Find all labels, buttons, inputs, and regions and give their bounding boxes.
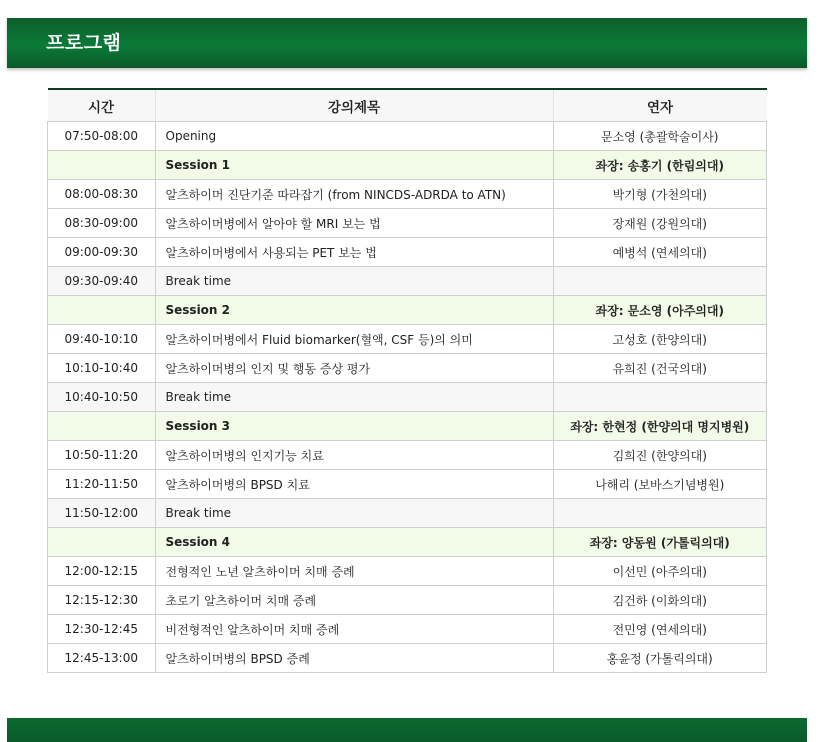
table-row <box>48 586 767 615</box>
title-cell: 전형적인 노년 알츠하이머 치매 증례 <box>155 557 553 586</box>
time-cell <box>48 296 156 325</box>
time-cell: 12:15-12:30 <box>48 586 156 615</box>
program-table <box>47 88 767 673</box>
time-cell: 09:00-09:30 <box>48 238 156 267</box>
break-row <box>48 499 767 528</box>
title-cell: 알츠하이머병의 인지 및 행동 증상 평가 <box>155 354 553 383</box>
speaker-cell: 김희진 (한양의대) <box>553 441 767 470</box>
title-cell: 비전형적인 알츠하이머 치매 증례 <box>155 615 553 644</box>
time-cell: 08:30-09:00 <box>48 209 156 238</box>
header-bar <box>7 18 807 68</box>
time-cell: 09:30-09:40 <box>48 267 156 296</box>
table-row <box>48 354 767 383</box>
time-cell: 10:10-10:40 <box>48 354 156 383</box>
time-cell: 09:40-10:10 <box>48 325 156 354</box>
page-title: 프로그램 <box>46 32 122 54</box>
table-row <box>48 209 767 238</box>
title-cell: Opening <box>155 122 553 151</box>
table-row <box>48 470 767 499</box>
title-cell: 알츠하이머병에서 알아야 할 MRI 보는 법 <box>155 209 553 238</box>
speaker-cell: 예병석 (연세의대) <box>553 238 767 267</box>
speaker-cell <box>553 499 767 528</box>
speaker-cell: 좌장: 양동원 (가톨릭의대) <box>553 528 767 557</box>
table-row <box>48 238 767 267</box>
time-cell: 12:45-13:00 <box>48 644 156 673</box>
title-cell: 알츠하이머병의 인지기능 치료 <box>155 441 553 470</box>
title-cell: Break time <box>155 267 553 296</box>
speaker-cell: 고성호 (한양의대) <box>553 325 767 354</box>
time-cell <box>48 412 156 441</box>
table-row <box>48 615 767 644</box>
break-row <box>48 383 767 412</box>
title-cell: 알츠하이머병의 BPSD 치료 <box>155 470 553 499</box>
table-row <box>48 122 767 151</box>
speaker-cell <box>553 383 767 412</box>
speaker-cell: 장재원 (강원의대) <box>553 209 767 238</box>
speaker-cell: 나해리 (보바스기념병원) <box>553 470 767 499</box>
speaker-cell: 박기형 (가천의대) <box>553 180 767 209</box>
table-row <box>48 644 767 673</box>
speaker-cell: 문소영 (총괄학술이사) <box>553 122 767 151</box>
title-cell: Session 1 <box>155 151 553 180</box>
table-row <box>48 557 767 586</box>
speaker-cell: 좌장: 문소영 (아주의대) <box>553 296 767 325</box>
time-cell: 10:40-10:50 <box>48 383 156 412</box>
table-row <box>48 441 767 470</box>
speaker-cell <box>553 267 767 296</box>
column-header-speaker: 연자 <box>553 89 767 122</box>
time-cell <box>48 151 156 180</box>
title-cell: 알츠하이머병의 BPSD 증례 <box>155 644 553 673</box>
session-row <box>48 296 767 325</box>
time-cell: 11:20-11:50 <box>48 470 156 499</box>
time-cell: 12:00-12:15 <box>48 557 156 586</box>
speaker-cell: 전민영 (연세의대) <box>553 615 767 644</box>
time-cell: 07:50-08:00 <box>48 122 156 151</box>
title-cell: Session 4 <box>155 528 553 557</box>
time-cell: 08:00-08:30 <box>48 180 156 209</box>
program-table-body <box>48 122 767 673</box>
speaker-cell: 김건하 (이화의대) <box>553 586 767 615</box>
title-cell: 알츠하이머병에서 사용되는 PET 보는 법 <box>155 238 553 267</box>
title-cell: Break time <box>155 383 553 412</box>
table-header-row <box>48 89 767 122</box>
column-header-time: 시간 <box>48 89 156 122</box>
time-cell <box>48 528 156 557</box>
column-header-title: 강의제목 <box>155 89 553 122</box>
title-cell: 알츠하이머 진단기준 따라잡기 (from NINCDS-ADRDA to ATN) <box>155 180 553 209</box>
speaker-cell: 홍윤정 (가톨릭의대) <box>553 644 767 673</box>
title-cell: Session 2 <box>155 296 553 325</box>
title-cell: 초로기 알츠하이머 치매 증례 <box>155 586 553 615</box>
table-row <box>48 180 767 209</box>
session-row <box>48 528 767 557</box>
speaker-cell: 좌장: 송홍기 (한림의대) <box>553 151 767 180</box>
time-cell: 12:30-12:45 <box>48 615 156 644</box>
time-cell: 11:50-12:00 <box>48 499 156 528</box>
break-row <box>48 267 767 296</box>
table-row <box>48 325 767 354</box>
session-row <box>48 151 767 180</box>
title-cell: Break time <box>155 499 553 528</box>
speaker-cell: 유희진 (건국의대) <box>553 354 767 383</box>
title-cell: 알츠하이머병에서 Fluid biomarker(혈액, CSF 등)의 의미 <box>155 325 553 354</box>
session-row <box>48 412 767 441</box>
footer-bar <box>7 718 807 742</box>
time-cell: 10:50-11:20 <box>48 441 156 470</box>
speaker-cell: 좌장: 한현정 (한양의대 명지병원) <box>553 412 767 441</box>
title-cell: Session 3 <box>155 412 553 441</box>
speaker-cell: 이선민 (아주의대) <box>553 557 767 586</box>
